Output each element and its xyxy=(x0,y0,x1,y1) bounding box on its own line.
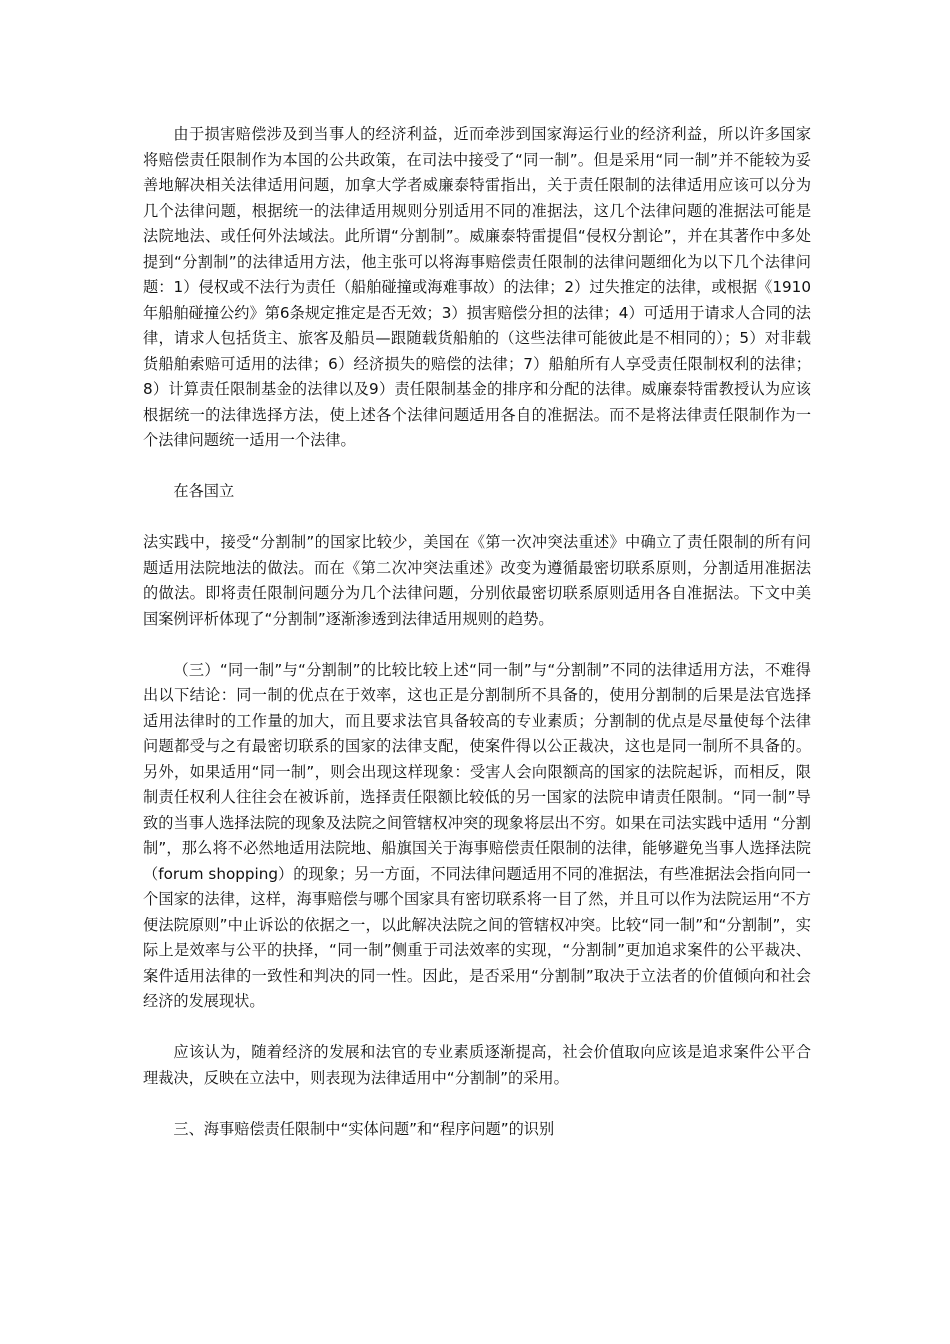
paragraph-fragment-start: 在各国立 xyxy=(173,482,235,500)
paragraph-comparison: （三）“同一制”与“分割制”的比较比较上述“同一制”与“分割制”不同的法律适用方法，不难得出以下结论：同一制的优点在于效率，这也正是分割制所不具备的，使用分割制的后果是法官选择适用法律时的工作量的加大，而且要求法官具备较高的专业素质；分割制的优点是尽量使每个法律问题都受与之有最密切联系的国家的法律支配，使案件得以公正裁决，这也是同一制所不具备的。另外，如果适用“同一制”，则会出现这样现象：受害人会向限额高的国家的法院起诉，而相反，限制责任权利人往往会在被诉前，选择责任限额比较低的另一国家的法院申请责任限制。“同一制”导致的当事人选择法院的现象及法院之间管辖权冲突的现象将层出不穷。如果在司法实践中适用 “分割制”，那么将不必然地适用法院地、船旗国关于海事赔偿责任限制的法律，能够避免当事人选择法院（forum shopping）的现象；另一方面，不同法律问题适用不同的准据法，有些准据法会指向同一个国家的法律，这样，海事赔偿与哪个国家具有密切联系将一目了然，并且可以作为法院运用“不方便法院原则”中止诉讼的依据之一，以此解决法院之间的管辖权冲突。比较“同一制”和“分割制”，实际上是效率与公平的抉择，“同一制”侧重于司法效率的实现，“分割制”更加追求案件的公平裁决、案件适用法律的一致性和判决的同一性。因此，是否采用“分割制”取决于立法者的价值倾向和社会经济的发展现状。 xyxy=(143,660,811,1010)
section-heading-three: 三、海事赔偿责任限制中“实体问题”和“程序问题”的识别 xyxy=(173,1119,555,1138)
paragraph-legislative-practice: 法实践中，接受“分割制”的国家比较少，美国在《第一次冲突法重述》中确立了责任限制的所有问题适用法院地法的做法。而在《第二次冲突法重述》改变为遵循最密切联系原则，分割适用准据法的做法。即将责任限制问题分为几个法律问题，分别依最密切联系原则适用各自准据法。下文中美国案例评析体现了“分割制”逐渐渗透到法律适用规则的趋势。 xyxy=(143,533,811,628)
paragraph-conclusion: 应该认为，随着经济的发展和法官的专业素质逐渐提高，社会价值取向应该是追求案件公平合理裁决，反映在立法中，则表现为法律适用中“分割制”的采用。 xyxy=(143,1043,811,1087)
document-body xyxy=(143,122,811,1168)
paragraph-divided-system-intro: 由于损害赔偿涉及到当事人的经济利益，近而牵涉到国家海运行业的经济利益，所以许多国家将赔偿责任限制作为本国的公共政策，在司法中接受了“同一制”。但是采用“同一制”并不能较为妥善地解决相关法律适用问题，加拿大学者威廉泰特雷指出，关于责任限制的法律适用应该可以分为几个法律问题，根据统一的法律适用规则分别适用不同的准据法，这几个法律问题的准据法可能是法院地法、或任何外法域法。此所谓“分割制”。威廉泰特雷提倡“侵权分割论”，并在其著作中多处提到“分割制”的法律适用方法，他主张可以将海事赔偿责任限制的法律问题细化为以下几个法律问题：1）侵权或不法行为责任（船舶碰撞或海难事故）的法律；2）过失推定的法律，或根据《1910年船舶碰撞公约》第6条规定推定是否无效；3）损害赔偿分担的法律；4）可适用于请求人合同的法律，请求人包括货主、旅客及船员—跟随载货船舶的（这些法律可能彼此是不相同的）；5）对非载货船舶索赔可适用的法律；6）经济损失的赔偿的法律；7）船舶所有人享受责任限制权利的法律；8）计算责任限制基金的法律以及9）责任限制基金的排序和分配的法律。威廉泰特雷教授认为应该根据统一的法律选择方法，使上述各个法律问题适用各自的准据法。而不是将法律责任限制作为一个法律问题统一适用一个法律。 xyxy=(143,125,811,449)
